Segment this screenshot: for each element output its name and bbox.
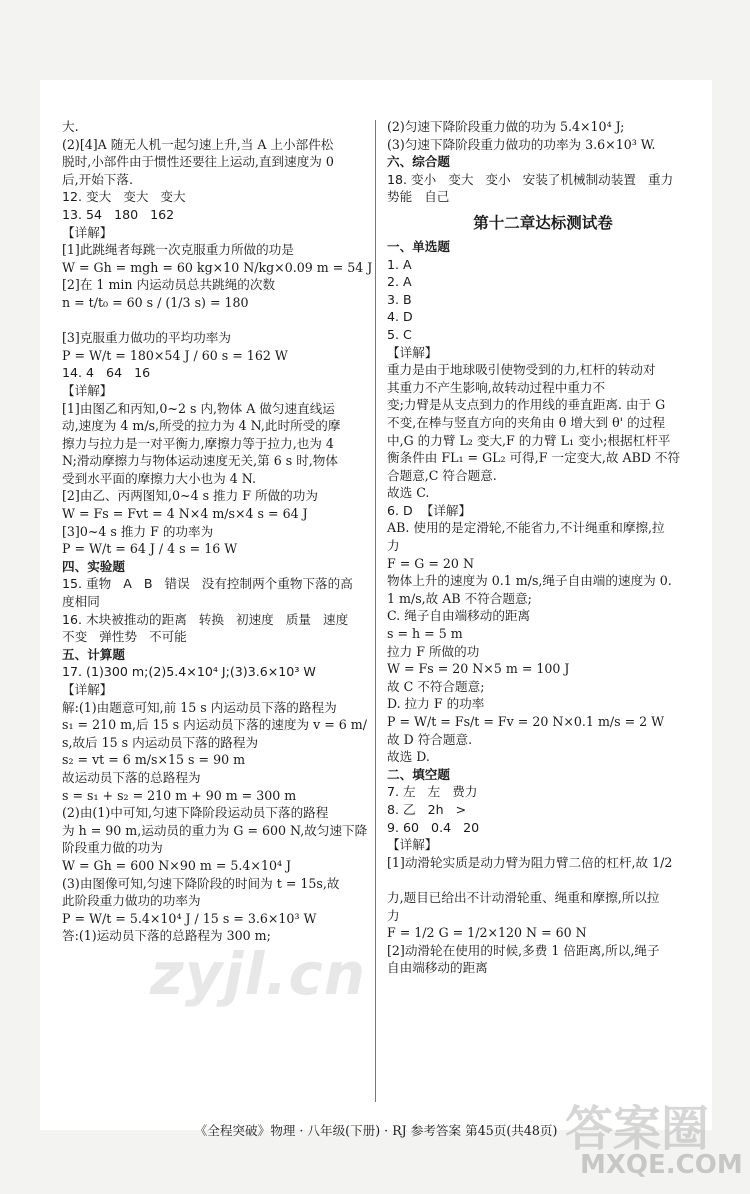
right-column-bottom-line: 衡条件由 FL₁ = GL₂ 可得,F 一定变大,故 ABD 不符: [387, 450, 681, 466]
left-column-line: 后,开始下落.: [62, 171, 133, 187]
left-column-line: W = Fs = Fvt = 4 N×4 m/s×4 s = 64 J: [62, 506, 308, 522]
right-column-bottom-line: [2]动滑轮在使用的时候,多费 1 倍距离,所以,绳子: [387, 942, 660, 958]
right-column-top-line: 18. 变小 变大 变小 安装了机械制动装置 重力: [387, 171, 674, 187]
left-column-line: [3]0~4 s 推力 F 的功率为: [62, 523, 214, 539]
right-column-bottom-line: 故 D 符合题意.: [387, 731, 473, 747]
right-column-bottom-line: 中,G 的力臂 L₂ 变大,F 的力臂 L₁ 变小;根据杠杆平: [387, 432, 671, 448]
left-column-line: s,故后 15 s 内运动员下落的路程为: [62, 734, 259, 750]
left-column-line: n = t/t₀ = 60 s / (1/3 s) = 180: [62, 294, 249, 310]
watermark-zyjl: zyjl.cn: [150, 940, 367, 1008]
left-column-line: 【详解】: [62, 224, 113, 240]
left-column-line: 17. (1)300 m;(2)5.4×10⁴ J;(3)3.6×10³ W: [62, 664, 316, 680]
left-column-line: (3)由图像可知,匀速下降阶段的时间为 t = 15s,故: [62, 875, 340, 891]
right-column-bottom-line: 【详解】: [387, 837, 438, 853]
right-column-bottom-line: 3. B: [387, 291, 412, 307]
left-column-line: 大.: [62, 119, 79, 134]
right-column-bottom-line: F = G = 20 N: [387, 555, 474, 571]
right-column-bottom-line: 力: [387, 907, 400, 923]
right-column-top-line: (3)匀速下降阶段重力做功的功率为 3.6×10³ W.: [387, 136, 656, 152]
right-column-bottom-line: 故 C 不符合题意;: [387, 678, 485, 694]
left-column-line: 四、实验题: [62, 558, 125, 574]
right-column-bottom-line: 6. D 【详解】: [387, 502, 472, 518]
right-column-bottom-line: 9. 60 0.4 20: [387, 819, 480, 835]
right-column-bottom-line: P = W/t = Fs/t = Fv = 20 N×0.1 m/s = 2 W: [387, 714, 665, 729]
right-column-bottom-line: 变;力臂是从支点到力的作用线的垂直距离. 由于 G: [387, 397, 666, 413]
left-column-line: W = Gh = 600 N×90 m = 5.4×10⁴ J: [62, 857, 292, 873]
right-column-bottom-line: 物体上升的速度为 0.1 m/s,绳子自由端的速度为 0.: [387, 573, 672, 589]
watermark-brand-logo: 答案圈: [565, 1101, 710, 1157]
right-column-bottom-line: 一、单选题: [387, 238, 450, 254]
right-column-bottom-line: [387, 871, 699, 889]
right-column-bottom-line: C. 绳子自由端移动的距离: [387, 608, 531, 624]
left-column-line: 不变 弹性势 不可能: [62, 629, 187, 645]
left-column-line: 故运动员下落的总路程为: [62, 769, 201, 785]
left-column-line: 为 h = 90 m,运动员的重力为 G = 600 N,故匀速下降: [62, 822, 368, 838]
right-column-bottom-line: 力,题目已给出不计动滑轮重、绳重和摩擦,所以拉: [387, 889, 660, 905]
right-column-bottom-line: 【详解】: [387, 344, 438, 360]
right-column-bottom-line: 8. 乙 2h >: [387, 801, 467, 817]
left-column-line: (2)[4]A 随无人机一起匀速上升,当 A 上小部件松: [62, 136, 334, 152]
right-column-bottom-line: 合题意,C 符合题意.: [387, 467, 497, 483]
left-column-line: 度相同: [62, 594, 100, 610]
left-column-line: (2)由(1)中可知,匀速下降阶段运动员下落的路程: [62, 805, 329, 821]
right-column-bottom-line: 自由端移动的距离: [387, 960, 488, 976]
right-column-bottom-line: s = h = 5 m: [387, 626, 463, 642]
right-column-bottom-line: F = 1/2 G = 1/2×120 N = 60 N: [387, 925, 587, 941]
right-column-bottom-line: 1 m/s,故 AB 不符合题意;: [387, 590, 532, 606]
page-footer: 《全程突破》物理 · 八年级(下册) · RJ 参考答案 第45页(共48页): [194, 1123, 558, 1138]
right-column-bottom-line: 二、填空题: [387, 766, 450, 782]
right-column-bottom-line: 2. A: [387, 274, 412, 290]
right-column-bottom-line: 其重力不产生影响,故转动过程中重力不: [387, 379, 606, 395]
left-column-line: 脱时,小部件由于惯性还要往上运动,直到速度为 0: [62, 154, 334, 170]
left-column-line: [1]由图乙和丙知,0~2 s 内,物体 A 做匀速直线运: [62, 400, 335, 416]
right-column-bottom-line: [1]动滑轮实质是动力臂为阻力臂二倍的杠杆,故 1/2: [387, 854, 673, 870]
left-column-line: P = W/t = 5.4×10⁴ J / 15 s = 3.6×10³ W: [62, 910, 317, 926]
watermark-brand-url: MXQE.COM: [580, 1150, 743, 1180]
right-column-bottom-line: 重力是由于地球吸引使物受到的力,杠杆的转动对: [387, 362, 656, 378]
left-column-line: s₁ = 210 m,后 15 s 内运动员下落的速度为 v = 6 m/: [62, 717, 367, 733]
left-column-line: s = s₁ + s₂ = 210 m + 90 m = 300 m: [62, 787, 297, 803]
left-column-line: [2]在 1 min 内运动员总共跳绳的次数: [62, 277, 276, 293]
right-column-bottom-line: 力: [387, 538, 400, 554]
right-column-bottom-line: 拉力 F 所做的功: [387, 643, 480, 659]
left-column-line: 受到水平面的摩擦力大小也为 4 N.: [62, 470, 256, 486]
right-column-top-line: (2)匀速下降阶段重力做的功为 5.4×10⁴ J;: [387, 119, 625, 134]
left-column-line: 【详解】: [62, 382, 113, 398]
left-column-line: [62, 312, 382, 330]
left-column-line: [1]此跳绳者每跳一次克服重力所做的功是: [62, 242, 294, 258]
right-column-bottom-line: 故选 D.: [387, 749, 430, 765]
left-column-line: 阶段重力做的功为: [62, 840, 163, 856]
left-column-line: 擦力与拉力是一对平衡力,摩擦力等于拉力,也为 4: [62, 435, 334, 451]
left-column-line: 15. 重物 A B 错误 没有控制两个重物下落的高: [62, 576, 353, 592]
left-column-line: [2]由乙、丙两图知,0~4 s 推力 F 所做的功为: [62, 488, 318, 504]
left-column-line: 14. 4 64 16: [62, 365, 151, 381]
right-column-bottom-line: 4. D: [387, 309, 413, 325]
left-column-line: 解:(1)由题意可知,前 15 s 内运动员下落的路程为: [62, 699, 337, 715]
left-column-line: 16. 木块被推动的距离 转换 初速度 质量 速度: [62, 611, 349, 627]
left-column-line: N;滑动摩擦力与物体运动速度无关,第 6 s 时,物体: [62, 453, 338, 469]
left-column-line: W = Gh = mgh = 60 kg×10 N/kg×0.09 m = 54 J: [62, 259, 373, 275]
left-column-line: 动,速度为 4 m/s,所受的拉力为 4 N,此时所受的摩: [62, 418, 341, 434]
left-column-line: [3]克服重力做功的平均功率为: [62, 330, 231, 346]
answer-page: [40, 80, 712, 1138]
right-column-bottom-line: D. 拉力 F 的功率: [387, 696, 485, 712]
right-column-top-line: 势能 自己: [387, 189, 450, 205]
right-column-bottom-line: W = Fs = 20 N×5 m = 100 J: [387, 661, 570, 677]
right-column-bottom-line: 不变,在棒与竖直方向的夹角由 θ 增大到 θ' 的过程: [387, 414, 665, 430]
left-column-line: 13. 54 180 162: [62, 206, 175, 222]
left-column-line: 五、计算题: [62, 646, 125, 662]
left-column-line: P = W/t = 180×54 J / 60 s = 162 W: [62, 347, 288, 363]
chapter-title: 第十二章达标测试卷: [473, 213, 613, 232]
right-column-bottom-line: 故选 C.: [387, 485, 430, 501]
left-column-line: s₂ = vt = 6 m/s×15 s = 90 m: [62, 752, 246, 768]
left-column-line: 12. 变大 变大 变大: [62, 189, 186, 205]
left-column-line: 答:(1)运动员下落的总路程为 300 m;: [62, 928, 271, 944]
left-column-line: 此阶段重力做功的功率为: [62, 893, 201, 909]
left-column-line: 【详解】: [62, 682, 113, 697]
right-column-bottom-line: 7. 左 左 费力: [387, 784, 478, 800]
left-column: [62, 118, 382, 945]
right-column: [387, 118, 699, 977]
left-column-line: P = W/t = 64 J / 4 s = 16 W: [62, 541, 238, 557]
right-column-bottom-line: 1. A: [387, 256, 412, 272]
right-column-bottom-line: AB. 使用的是定滑轮,不能省力,不计绳重和摩擦,拉: [387, 520, 665, 536]
right-column-top-line: 六、综合题: [387, 154, 450, 170]
right-column-bottom-line: 5. C: [387, 326, 412, 342]
